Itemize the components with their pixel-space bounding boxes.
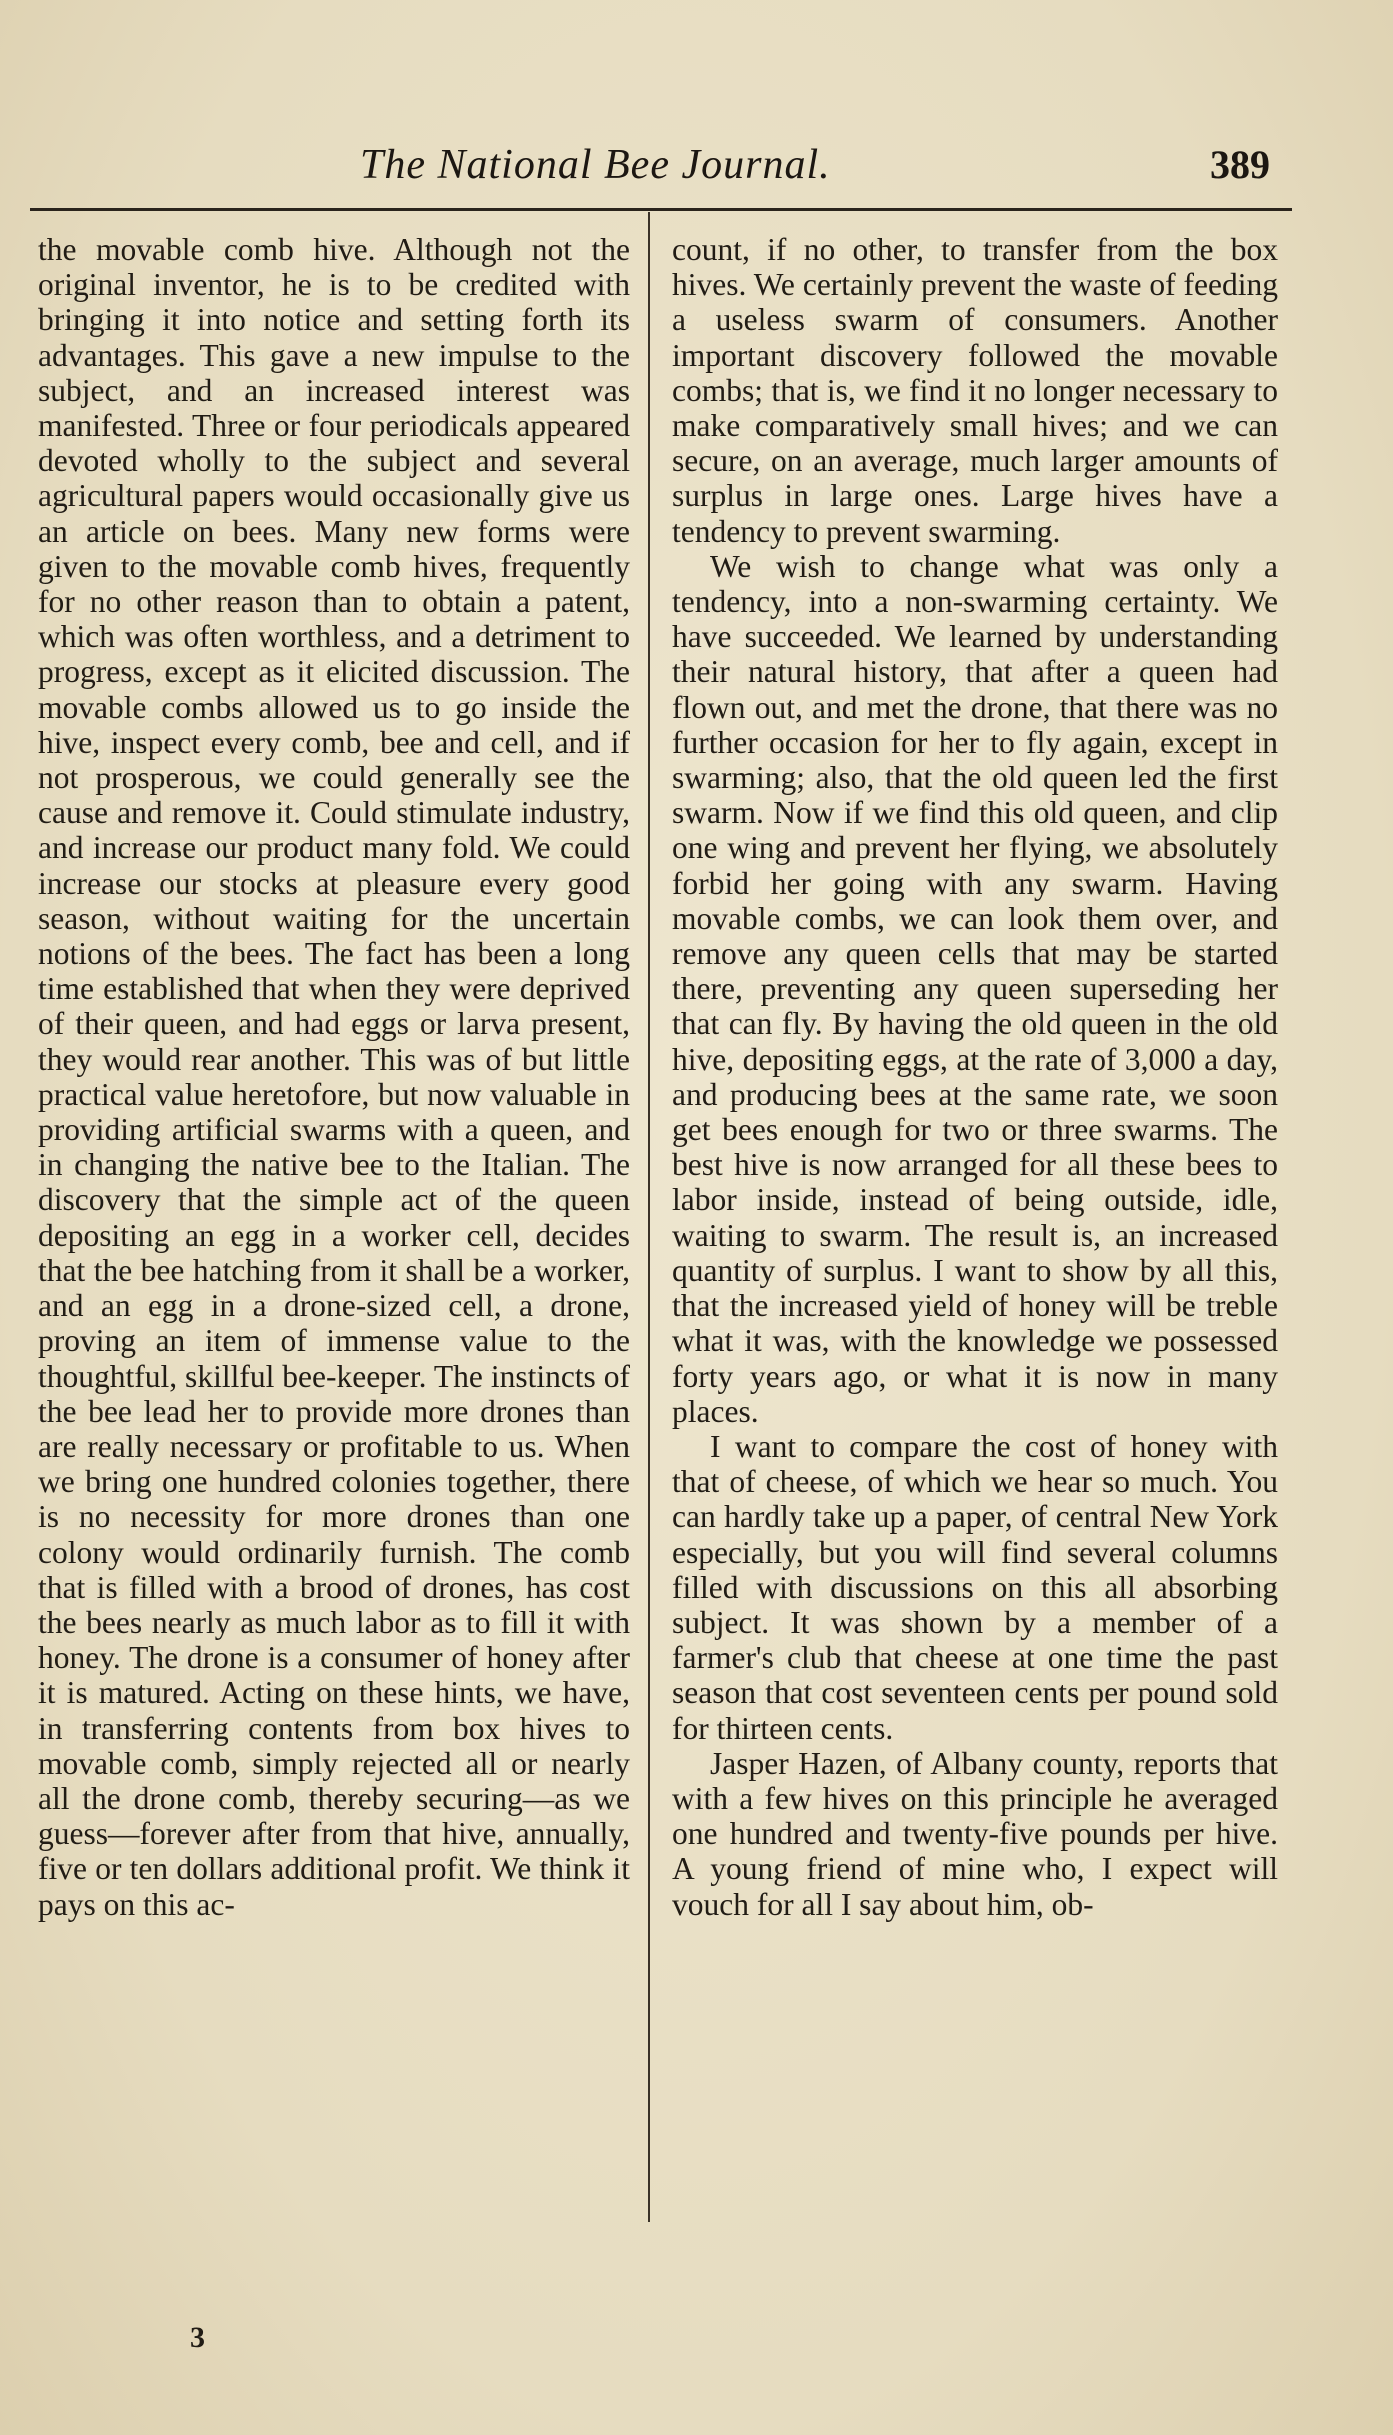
header-rule — [30, 208, 1292, 211]
right-paragraph-3: I want to compare the cost of honey with that of cheese, of which we hear so much. You can hardly take up a paper, of central New York especially, but you will find several columns filled with discussions on this all absorbing subject. It was shown by a member of a farmer's club that cheese at one time the past season that cost seventeen cents per pound sold for thirteen cents. — [672, 1428, 1278, 1746]
signature-mark: 3 — [190, 2321, 205, 2354]
right-column — [672, 232, 1278, 1922]
left-column — [38, 232, 630, 1922]
right-paragraph-4: Jasper Hazen, of Albany county, reports that with a few hives on this principle he averaged one hundred and twenty-five pounds per hive. A young friend of mine who, I expect will vouch for all I say about him, ob- — [672, 1745, 1278, 1922]
page-header — [0, 135, 1393, 195]
journal-title: The National Bee Journal. — [360, 142, 831, 188]
left-paragraph-1: the movable comb hive. Although not the original inventor, he is to be credited with bringing it into notice and setting forth its advantages. This gave a new impulse to the subject, and an increased interest was manifested. Three or four periodicals appeared devoted wholly to the subject and several agricultural papers would occasionally give us an article on bees. Many new forms were given to the movable comb hives, frequently for no other reason than to obtain a patent, which was often worthless, and a detriment to progress, except as it elicited discussion. The movable combs allowed us to go inside the hive, inspect every comb, bee and cell, and if not prosperous, we could generally see the cause and remove it. Could stimulate industry, and increase our product many fold. We could increase our stocks at pleasure every good season, without waiting for the uncertain notions of the bees. The fact has been a long time established that when they were deprived of their queen, and had eggs or larva present, they would rear another. This was of but little practical value heretofore, but now valuable in providing artificial swarms with a queen, and in changing the native bee to the Italian. The discovery that the simple act of the queen depositing an egg in a worker cell, decides that the bee hatching from it shall be a worker, and an egg in a drone-sized cell, a drone, proving an item of immense value to the thoughtful, skillful bee-keeper. The instincts of the bee lead her to provide more drones than are really necessary or profitable to us. When we bring one hundred colonies together, there is no necessity for more drones than one colony would ordinarily furnish. The comb that is filled with a brood of drones, has cost the bees nearly as much labor as to fill it with honey. The drone is a consumer of honey after it is matured. Acting on these hints, we have, in transferring contents from box hives to movable comb, simply rejected all or nearly all the drone comb, thereby securing—as we guess—forever after from that hive, annually, five or ten dollars additional profit. We think it pays on this ac- — [38, 232, 630, 1922]
column-divider — [648, 212, 650, 2222]
right-paragraph-2: We wish to change what was only a tendency, into a non-swarming certainty. We have succeeded. We learned by understanding their natural history, that after a queen had flown out, and met the drone, that there was no further occasion for her to fly again, except in swarming; also, that the old queen led the first swarm. Now if we find this old queen, and clip one wing and prevent her flying, we absolutely forbid her going with any swarm. Having movable combs, we can look them over, and remove any queen cells that may be started there, preventing any queen superseding her that can fly. By having the old queen in the old hive, depositing eggs, at the rate of 3,000 a day, and producing bees at the same rate, we soon get bees enough for two or three swarms. The best hive is now arranged for all these bees to labor inside, instead of being outside, idle, waiting to swarm. The result is, an increased quantity of surplus. I want to show by all this, that the increased yield of honey will be treble what it was, with the knowledge we possessed forty years ago, or what it is now in many places. — [672, 548, 1278, 1429]
page-number: 389 — [1210, 142, 1270, 187]
right-paragraph-1: count, if no other, to transfer from the box hives. We certainly prevent the waste of feeding a useless swarm of consumers. Another important discovery followed the movable combs; that is, we find it no longer necessary to make comparatively small hives; and we can secure, on an average, much larger amounts of surplus in large ones. Large hives have a tendency to prevent swarming. — [672, 232, 1278, 549]
